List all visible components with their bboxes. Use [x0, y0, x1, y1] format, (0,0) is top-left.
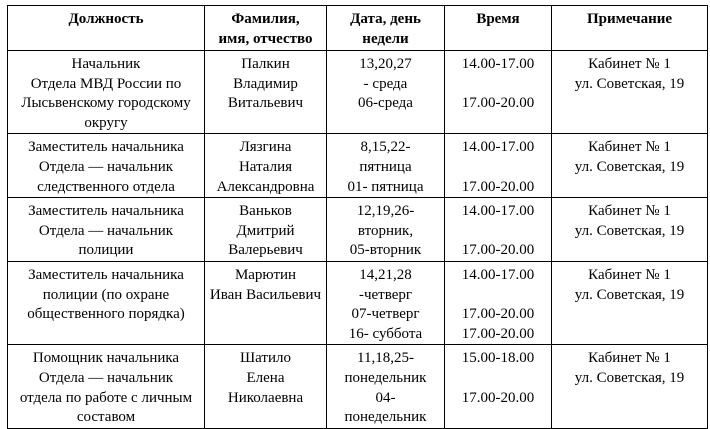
header-note: Примечание: [552, 6, 708, 51]
table-row: [8, 261, 708, 344]
cell-position: Заместитель начальника полиции (по охране общественного порядка): [8, 261, 205, 344]
cell-date: 8,15,22- пятница 01- пятница: [327, 134, 445, 198]
cell-time: 14.00-17.00 17.00-20.00 17.00-20.00: [445, 261, 552, 344]
cell-time: 14.00-17.00 17.00-20.00: [445, 198, 552, 262]
cell-name: Лязгина Наталия Александровна: [205, 134, 327, 198]
cell-note: Кабинет № 1 ул. Советская, 19: [552, 198, 708, 262]
cell-date: 13,20,27 - среда 06-среда: [327, 51, 445, 134]
header-date: Дата, день недели: [327, 6, 445, 51]
cell-date: 11,18,25- понедельник 04- понедельник: [327, 345, 445, 428]
cell-time: 14.00-17.00 17.00-20.00: [445, 51, 552, 134]
cell-position: Начальник Отдела МВД России по Лысьвенскому городскому округу: [8, 51, 205, 134]
cell-note: Кабинет № 1 ул. Советская, 19: [552, 261, 708, 344]
cell-note: Кабинет № 1 ул. Советская, 19: [552, 134, 708, 198]
cell-name: Марютин Иван Васильевич: [205, 261, 327, 344]
table-row: [8, 51, 708, 134]
header-time: Время: [445, 6, 552, 51]
cell-name: Ваньков Дмитрий Валерьевич: [205, 198, 327, 262]
cell-name: Шатило Елена Николаевна: [205, 345, 327, 428]
cell-name: Палкин Владимир Витальевич: [205, 51, 327, 134]
table-header-row: [8, 6, 708, 51]
header-name: Фамилия, имя, отчество: [205, 6, 327, 51]
cell-position: Помощник начальника Отдела — начальник отдела по работе с личным составом: [8, 345, 205, 428]
cell-position: Заместитель начальника Отдела — начальник следственного отдела: [8, 134, 205, 198]
table-row: [8, 345, 708, 428]
table-row: [8, 134, 708, 198]
reception-schedule-table: [7, 5, 708, 429]
table-row: [8, 198, 708, 262]
cell-time: 14.00-17.00 17.00-20.00: [445, 134, 552, 198]
cell-position: Заместитель начальника Отдела — начальник полиции: [8, 198, 205, 262]
cell-note: Кабинет № 1 ул. Советская, 19: [552, 51, 708, 134]
cell-date: 14,21,28 -четверг 07-четверг 16- суббота: [327, 261, 445, 344]
cell-date: 12,19,26- вторник, 05-вторник: [327, 198, 445, 262]
cell-note: Кабинет № 1 ул. Советская, 19: [552, 345, 708, 428]
cell-time: 15.00-18.00 17.00-20.00: [445, 345, 552, 428]
header-position: Должность: [8, 6, 205, 51]
